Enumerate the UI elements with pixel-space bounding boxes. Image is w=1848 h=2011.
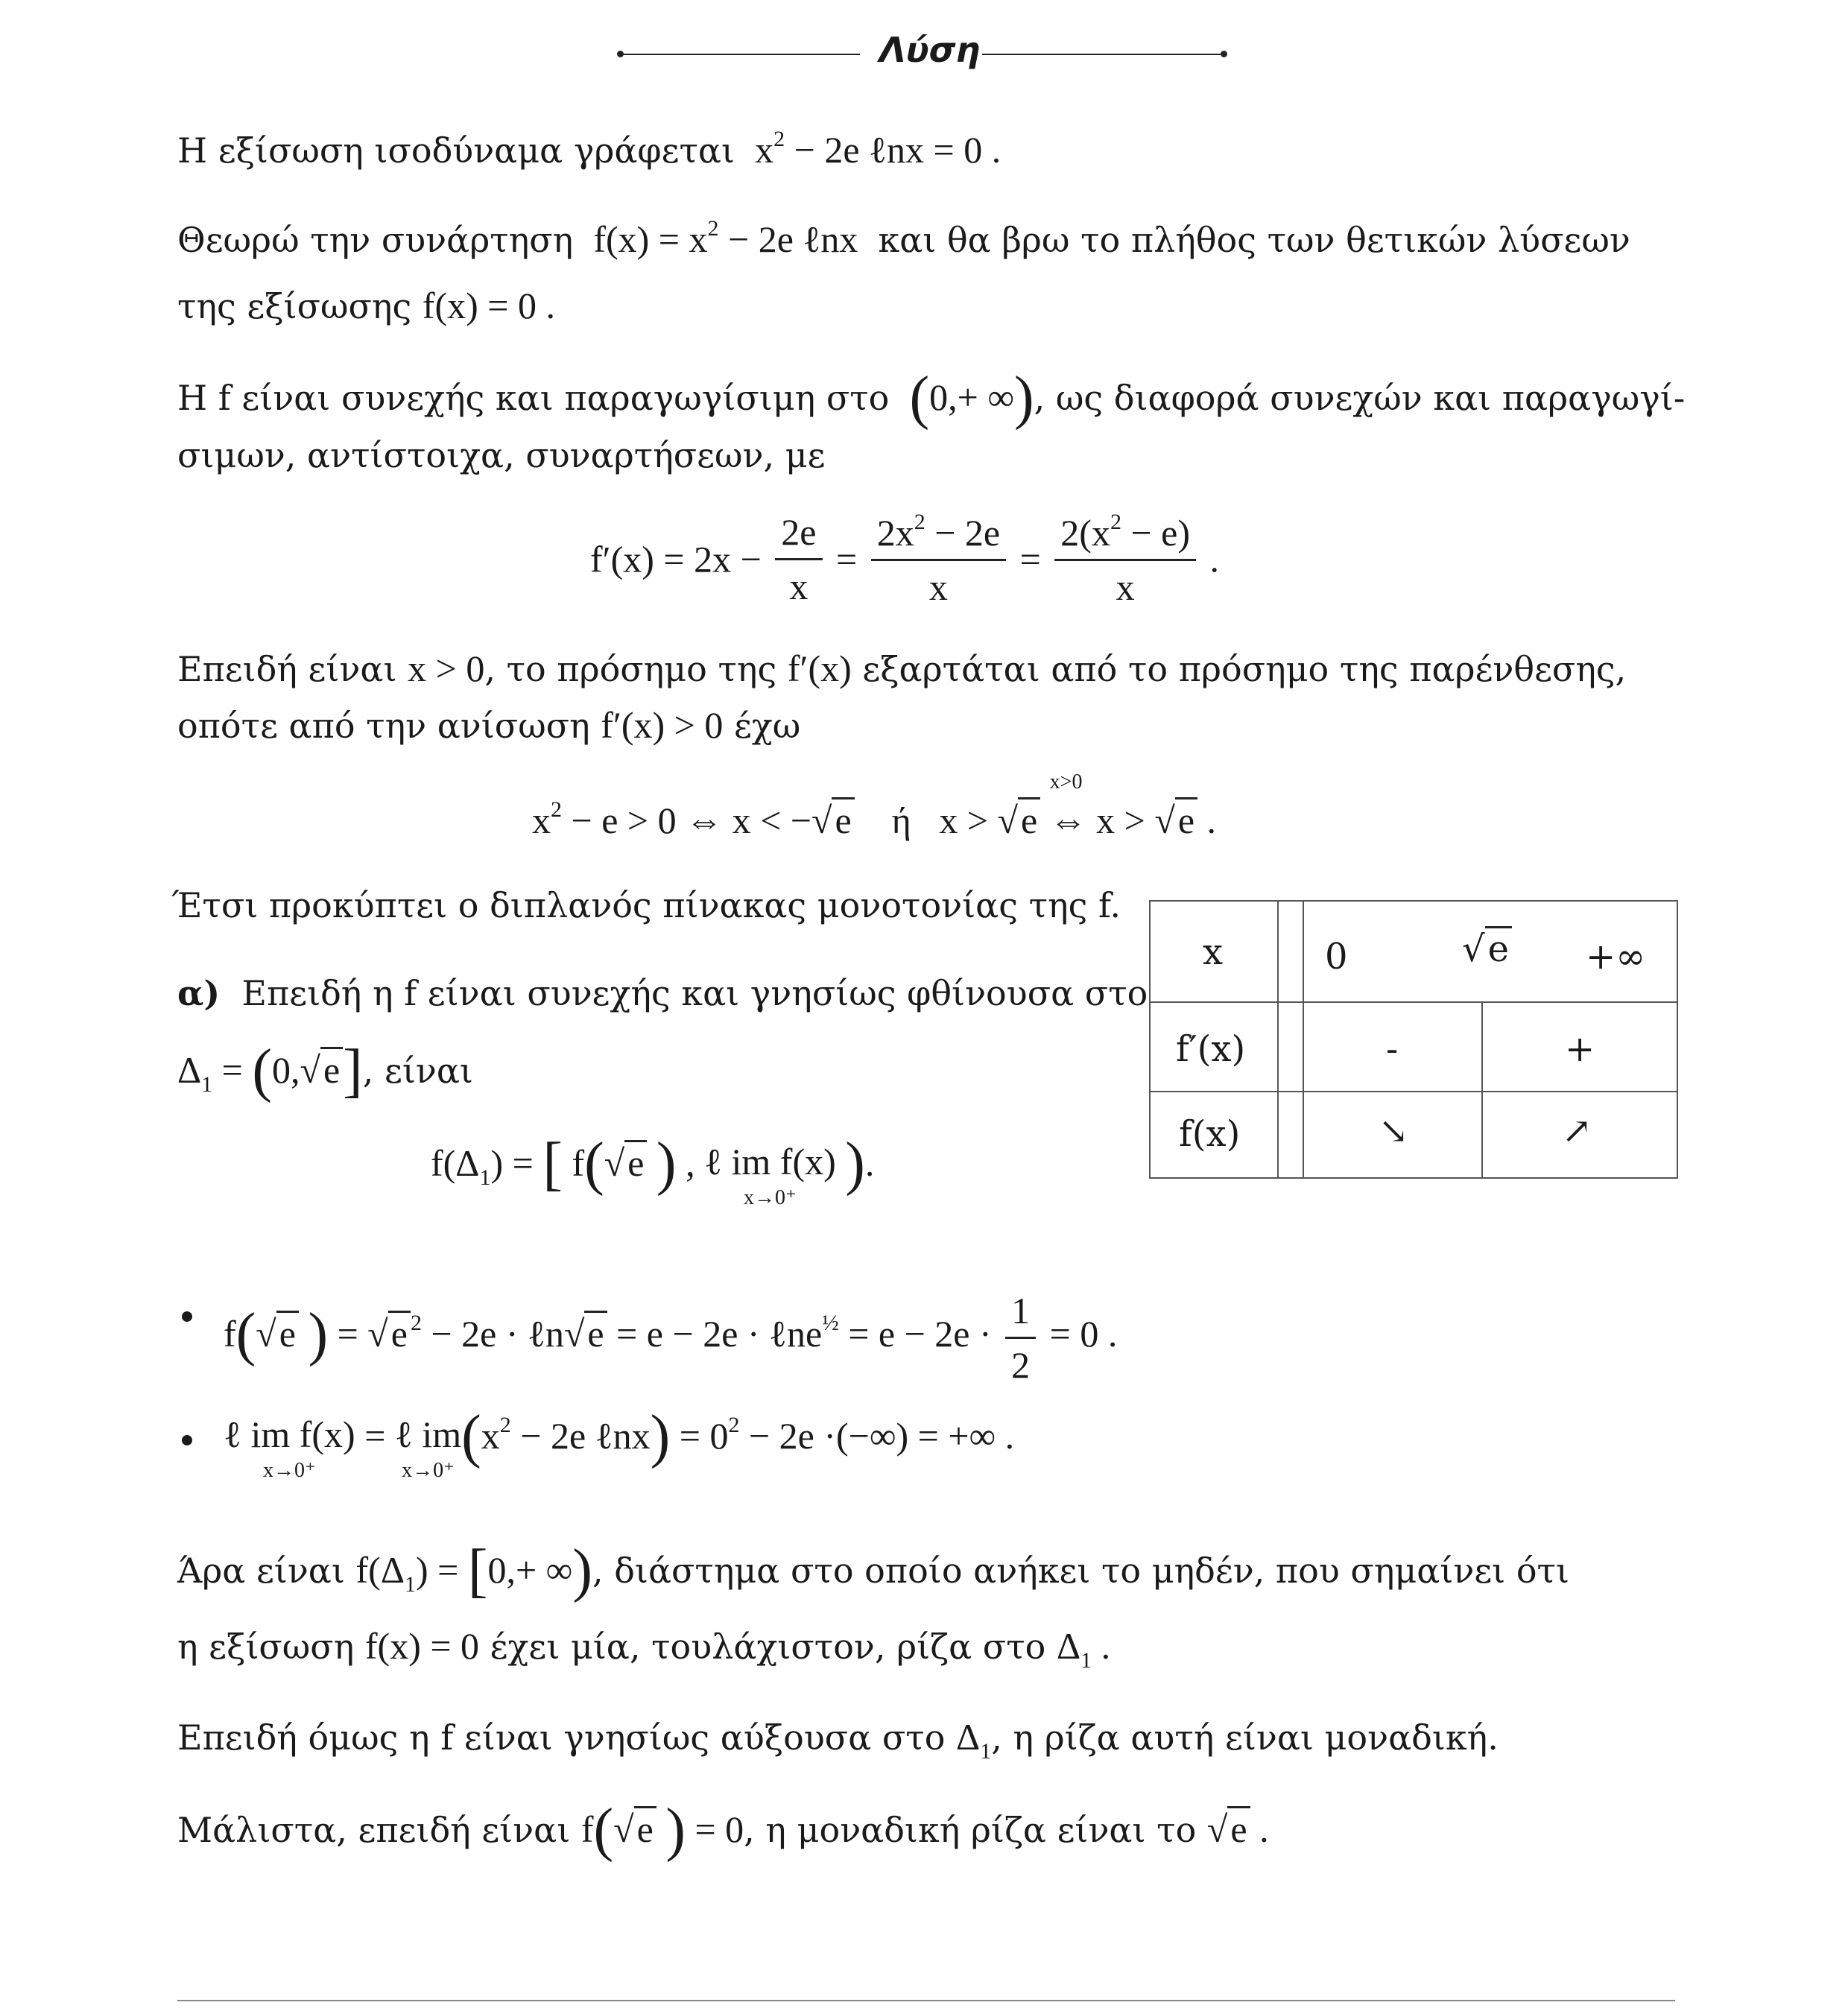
fraction-3: $\frac{2(x^2 - e)}{x}$: [1054, 510, 1196, 609]
monotonicity-table: [1149, 900, 1678, 1179]
paragraph-6-line-2: η εξίσωση f(x) = 0 έχει μία, τουλάχιστον, ρίζα στο $\Delta_1$ .: [177, 1625, 1111, 1673]
table-sign-positive: +: [1565, 1028, 1595, 1070]
derivative-equation: f′(x) = 2x − $\frac{2e}{x}$ = $\frac{2x^2 - 2e}{x}$ = $\frac{2(x^2 - e)}{x}$ .: [590, 510, 1219, 608]
inequality-equation: $x^2 - e > 0$ ⇔ x < −√e ή x > √e x>0 ⇔ x > √e .: [532, 770, 1217, 841]
paragraph-5: Έτσι προκύπτει ο διπλανός πίνακας μονοτονίας της f.: [171, 885, 1121, 925]
decreasing-arrow-icon: ↘: [1379, 1110, 1409, 1152]
paragraph-7: Επειδή όμως η f είναι γνησίως αύξουσα στο $\Delta_1$, η ρίζα αυτή είναι μοναδική.: [177, 1716, 1499, 1764]
limit-2: ℓ im x→0⁺: [394, 1413, 462, 1482]
limit-1: ℓ im f(x) x→0⁺: [224, 1413, 355, 1482]
limit-expression: ℓ im f(x) x→0⁺: [704, 1141, 836, 1209]
paragraph-1: Η εξίσωση ισοδύναμα γράφεται $x^2 - 2e$ ℓnx = 0 .: [177, 127, 1001, 171]
part-a-line-1: α) Επειδή η f είναι συνεχής και γνησίως φθίνουσα στο: [177, 973, 1148, 1013]
table-value-sqrt-e: √e: [1462, 928, 1512, 970]
paragraph-4-line-2: οπότε από την ανίσωση f′(x) > 0 έχω: [177, 704, 801, 746]
table-value-infinity: +∞: [1586, 936, 1646, 978]
paragraph-3-line-1: Η f είναι συνεχής και παραγωγίσιμη στο (0,+ ∞), ως διαφορά συνεχών και παραγωγί-: [177, 365, 1686, 431]
bullet-1: [182, 1311, 192, 1322]
table-header-x: x: [1203, 931, 1224, 973]
paragraph-8: Μάλιστα, επειδή είναι f(√e ) = 0, η μοναδική ρίζα είναι το √e .: [177, 1797, 1269, 1863]
fraction-1: $\frac{2e}{x}$: [775, 510, 822, 608]
header-rule-left: [621, 54, 860, 55]
paragraph-4-line-1: Επειδή είναι x > 0, το πρόσημο της f′(x) εξαρτάται από το πρόσημο της παρένθεσης,: [177, 647, 1627, 689]
fraction-2: $\frac{2x^2 - 2e}{x}$: [871, 510, 1006, 609]
table-sign-negative: -: [1386, 1028, 1399, 1070]
footer-rule: [177, 2000, 1675, 2001]
table-row-divider-2: [1151, 1091, 1677, 1092]
bullet-2-equation: ℓ im f(x) x→0⁺ = ℓ im x→0⁺ ($x^2 - 2e$ ℓnx) = $0^2 - 2e$ ·(−∞) = +∞ .: [224, 1404, 1015, 1482]
table-divider-2: [1303, 902, 1304, 1177]
table-divider-3: [1481, 1001, 1483, 1177]
paragraph-2-line-2: της εξίσωσης f(x) = 0 .: [177, 285, 556, 326]
table-value-zero: 0: [1325, 936, 1348, 978]
image-equation: $f(\Delta_1)$ = [ f(√e ) , ℓ im f(x) x→0⁺ ).: [431, 1131, 875, 1209]
equation-1: $x^2 - 2e$ ℓnx = 0 .: [745, 127, 1001, 171]
bullet-2: [182, 1435, 192, 1445]
table-row-fprime: f′(x): [1176, 1028, 1246, 1070]
paragraph-3-line-2: σιμων, αντίστοιχα, συναρτήσεων, με: [177, 435, 826, 475]
table-row-f: f(x): [1179, 1113, 1241, 1155]
part-a-line-2: $\Delta_1 = (0,√e]$, είναι: [177, 1038, 473, 1103]
paragraph-2-line-1: Θεωρώ την συνάρτηση $f(x) = x^2 - 2e$ ℓnx και θα βρω το πλήθος των θετικών λύσεων: [177, 216, 1630, 260]
header-dot-right: [1221, 51, 1227, 57]
page-title: Λύση: [879, 30, 981, 70]
bullet-1-equation: f(√e ) = √e $^2$ − 2e · ℓn√e = e − 2e · ℓne$^{\frac{1}{2}}$ = e − 2e · $\frac{1}{2}$ = 0 .: [224, 1290, 1118, 1386]
header-rule-right: [982, 54, 1221, 55]
table-divider-1: [1277, 902, 1279, 1177]
interval-domain: (0,+ ∞): [909, 365, 1034, 431]
function-definition: $f(x) = x^2 - 2e$ ℓnx: [583, 216, 867, 260]
increasing-arrow-icon: ↗: [1562, 1110, 1592, 1152]
paragraph-6-line-1: Άρα είναι $f(\Delta_1) = [0,+$ ∞), διάστημα στο οποίο ανήκει το μηδέν, που σημαίνει ότι: [177, 1538, 1570, 1603]
table-row-divider-1: [1151, 1001, 1677, 1003]
